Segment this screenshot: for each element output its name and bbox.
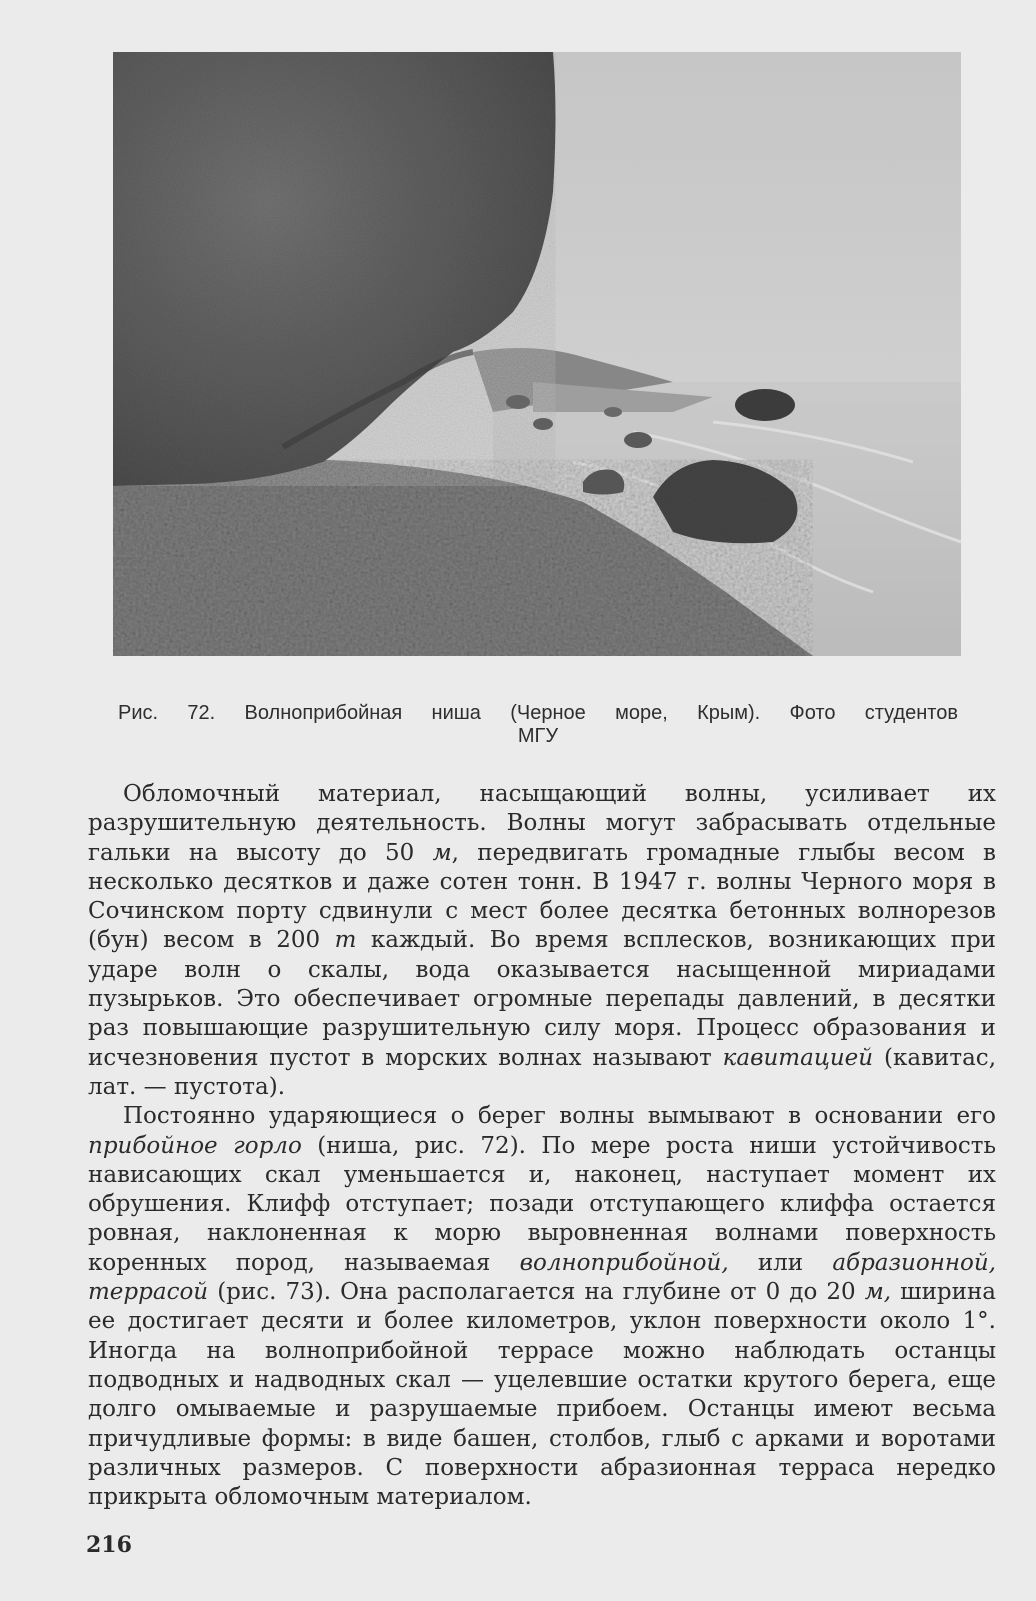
italic-term: м, (864, 1279, 892, 1306)
caption-text: Волноприбойная ниша (Черное море, Крым). Фото студентов (244, 702, 958, 724)
text-run: (рис. 73). Она располагается на глубине от 0 до 20 (208, 1279, 865, 1306)
figure-number: Рис. 72. (118, 702, 216, 724)
italic-term: т (334, 927, 357, 954)
page-number: 216 (86, 1532, 132, 1558)
italic-term: прибойное горло (88, 1132, 302, 1159)
text-run: ширина ее достигает десяти и более километров, уклон поверхности около 1°. Иногда на волноприбойной террасе можно наблюдать останцы подводных и надводных скал — уцелевшие остатки крутого берега, еще долго омываемые и разрушаемые прибоем. Останцы имеют весьма причудливые формы: в виде башен, столбов, глыб с арками и воротами различных размеров. С поверхности абразионная терраса нередко прикрыта обломочным материалом. (88, 1279, 996, 1511)
italic-term: волноприбойной, (519, 1249, 729, 1276)
text-run: Постоянно ударяющиеся о берег волны вымывают в основании его (123, 1103, 996, 1130)
text-run: Обломочный материал, насыщающий волны, усиливает их разрушительную деятельность. Волны могут забрасывать отдельные гальки на высоту до 50 (88, 781, 996, 866)
photograph-wave-cut-notch (113, 52, 961, 656)
body-text (88, 780, 996, 1512)
text-run: , передвигать громадные глыбы весом в несколько десятков и даже сотен тонн. В 1947 г. волны Черного моря в Сочинском порту сдвинули с мест более десятка бетонных волнорезов (бун) весом в 200 (88, 839, 997, 954)
paragraph-2 (88, 1102, 996, 1512)
text-run: (ниша, рис. 72). По мере роста ниши устойчивость нависающих скал уменьшается и, наконец, наступает момент их обрушения. Клифф отступает; позади отступающего клиффа остается ровная, наклоненная к морю выровненная волнами поверхность коренных пород, называемая (88, 1132, 996, 1276)
paragraph-1 (88, 780, 996, 1102)
caption-line-1 (118, 702, 958, 724)
caption-line-2: МГУ (517, 725, 559, 747)
text-run: или (728, 1249, 833, 1276)
text-run: каждый. Во время всплесков, возникающих при ударе волн о скалы, вода оказывается насыщенной мириадами пузырьков. Это обеспечивает огромные перепады давлений, в десятки раз повышающие разрушительную силу моря. Процесс образования и исчезновения пустот в морских волнах называют (88, 927, 996, 1071)
italic-term: кавитацией (722, 1044, 874, 1071)
figure-caption (118, 702, 958, 747)
text-run: (кавитас, лат. — пустота). (88, 1044, 996, 1100)
italic-term: абразионной, террасой (88, 1249, 996, 1306)
italic-term: м (432, 839, 452, 866)
